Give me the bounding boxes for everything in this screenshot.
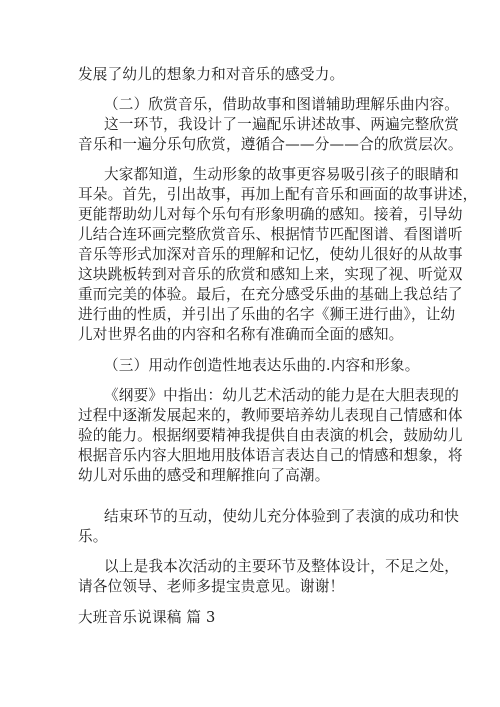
text-line-6: 耳朵。首先，引出故事，再加上配有音乐和画面的故事讲述，: [78, 186, 478, 203]
text-line-14: （三）用动作创造性地表达乐曲的.内容和形象。: [104, 357, 420, 374]
text-line-5: 大家都知道，生动形象的故事更容易吸引孩子的眼睛和: [104, 166, 460, 183]
text-line-8: 儿结合连环画完整欣赏音乐、根据情节匹配图谱、看图谱听: [78, 226, 463, 243]
text-line-13: 儿对世界名曲的内容和名称有准确而全面的感知。: [78, 326, 404, 343]
text-line-19: 幼儿对乐曲的感受和理解推向了高潮。: [78, 467, 330, 484]
section-heading: 大班音乐说课稿 篇 3: [78, 609, 216, 626]
text-line-4: 音乐和一遍分乐句欣赏，遵循合——分——合的欣赏层次。: [78, 136, 463, 153]
text-line-23: 请各位领导、老师多提宝贵意见。谢谢！: [78, 578, 345, 595]
text-line-1: 发展了幼儿的想象力和对音乐的感受力。: [78, 66, 345, 83]
text-line-2: （二）欣赏音乐，借助故事和图谱辅助理解乐曲内容。: [104, 96, 460, 113]
text-line-18: 根据音乐内容大胆地用肢体语言表达自己的情感和想象，将: [78, 447, 463, 464]
text-line-7: 更能帮助幼儿对每个乐句有形象明确的感知。接着，引导幼: [78, 206, 463, 223]
text-line-3: 这一环节，我设计了一遍配乐讲述故事、两遍完整欣赏: [104, 116, 460, 133]
text-line-20: 结束环节的互动，使幼儿充分体验到了表演的成功和快: [104, 508, 460, 525]
text-line-11: 重而完美的体验。最后，在充分感受乐曲的基础上我总结了: [78, 286, 463, 303]
text-line-9: 音乐等形式加深对音乐的理解和记忆，使幼儿很好的从故事: [78, 246, 463, 263]
text-line-22: 以上是我本次活动的主要环节及整体设计，不足之处，: [104, 558, 460, 575]
text-line-10: 这块跳板转到对音乐的欣赏和感知上来，实现了视、听觉双: [78, 266, 463, 283]
text-line-15: 《纲要》中指出：幼儿艺术活动的能力是在大胆表现的: [104, 387, 460, 404]
text-line-16: 过程中逐渐发展起来的，教师要培养幼儿表现自己情感和体: [78, 407, 463, 424]
text-line-12: 进行曲的性质，并引出了乐曲的名字《狮王进行曲》，让幼: [78, 306, 456, 323]
text-line-17: 验的能力。根据纲要精神我提供自由表演的机会，鼓励幼儿: [78, 427, 463, 444]
text-line-21: 乐。: [78, 528, 108, 545]
